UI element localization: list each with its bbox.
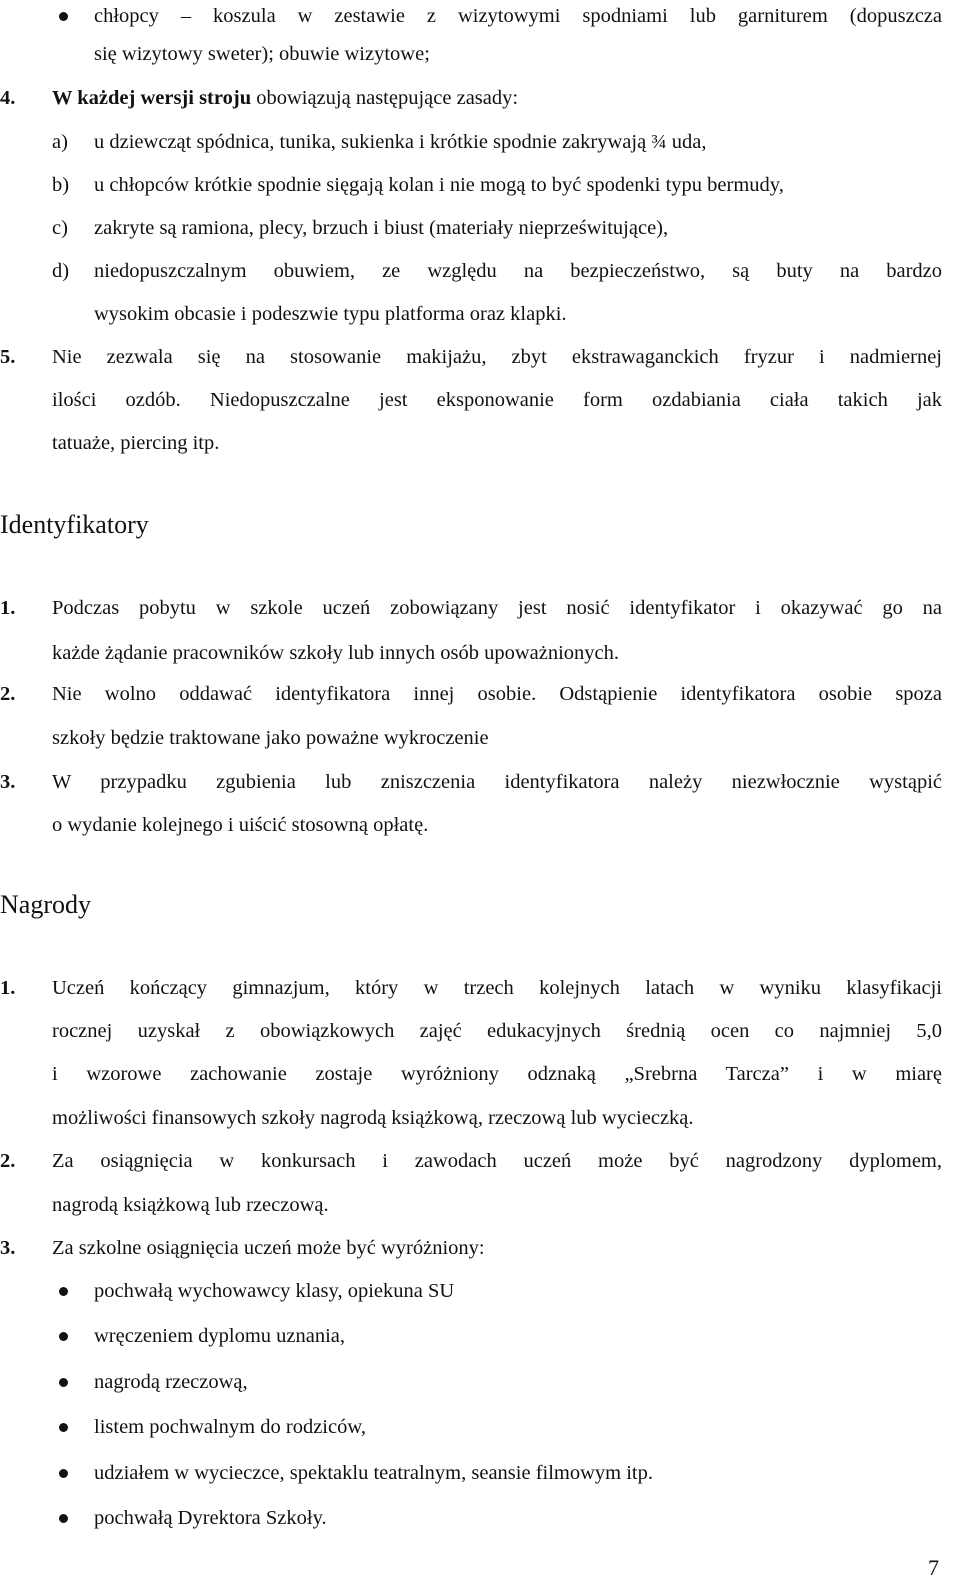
bullet-icon — [59, 1469, 68, 1478]
list-item-text: Za osiągnięcia w konkursach i zawodach uczeń może być nagrodzony dyplomem, — [52, 1150, 942, 1172]
list-number: 4. — [0, 87, 16, 109]
bullet-item-text: udziałem w wycieczce, spektaklu teatralnym, seansie filmowym itp. — [94, 1462, 654, 1484]
list-item-text: Nie wolno oddawać identyfikatora innej osobie. Odstąpienie identyfikatora osobie spoza — [52, 683, 942, 705]
section-heading: Nagrody — [0, 890, 91, 919]
list-number: 1. — [0, 597, 16, 619]
section-heading: Identyfikatory — [0, 510, 149, 539]
list-item-text: nagrodą książkową lub rzeczową. — [52, 1194, 329, 1216]
bullet-item-text: pochwałą wychowawcy klasy, opiekuna SU — [94, 1280, 455, 1302]
sub-label: c) — [52, 217, 68, 239]
paragraph-line: się wizytowy sweter); obuwie wizytowe; — [94, 43, 430, 65]
bullet-icon — [59, 1287, 68, 1296]
list-item-text: Podczas pobytu w szkole uczeń zobowiązany jest nosić identyfikator i okazywać go na — [52, 597, 942, 619]
bullet-icon — [59, 1378, 68, 1387]
list-item-text: Za szkolne osiągnięcia uczeń może być wyróżniony: — [52, 1237, 485, 1259]
list-item-text: ilości ozdób. Niedopuszczalne jest eksponowanie form ozdabiania ciała takich jak — [52, 389, 942, 411]
bullet-item-text: listem pochwalnym do rodziców, — [94, 1416, 366, 1438]
paragraph-line: chłopcy – koszula w zestawie z wizytowymi spodniami lub garniturem (dopuszcza — [94, 5, 942, 27]
list-item-text: możliwości finansowych szkoły nagrodą książkową, rzeczową lub wycieczką. — [52, 1107, 694, 1129]
bullet-item-text: wręczeniem dyplomu uznania, — [94, 1325, 346, 1347]
sub-item-text: u dziewcząt spódnica, tunika, sukienka i krótkie spodnie zakrywają ¾ uda, — [94, 131, 707, 153]
sub-label: a) — [52, 131, 68, 153]
sub-item-text: niedopuszczalnym obuwiem, ze względu na bezpieczeństwo, są buty na bardzo — [94, 260, 942, 282]
text-rest: obowiązują następujące zasady: — [251, 87, 519, 109]
bullet-item-text: nagrodą rzeczową, — [94, 1371, 248, 1393]
list-item-text: W przypadku zgubienia lub zniszczenia identyfikatora należy niezwłocznie wystąpić — [52, 771, 942, 793]
sub-item-text: zakryte są ramiona, plecy, brzuch i biust (materiały nieprześwitujące), — [94, 217, 669, 239]
list-item-text: rocznej uzyskał z obowiązkowych zajęć edukacyjnych średnią ocen co najmniej 5,0 — [52, 1020, 942, 1042]
list-number: 1. — [0, 977, 16, 999]
list-number: 3. — [0, 1237, 16, 1259]
bold-phrase: W każdej wersji stroju — [52, 87, 252, 109]
list-number: 2. — [0, 1150, 16, 1172]
bullet-icon — [59, 1423, 68, 1432]
list-item-text: i wzorowe zachowanie zostaje wyróżniony odznaką „Srebrna Tarcza” i w miarę — [52, 1063, 942, 1085]
list-item-text: Nie zezwala się na stosowanie makijażu, zbyt ekstrawaganckich fryzur i nadmiernej — [52, 346, 942, 368]
sub-label: d) — [52, 260, 70, 282]
sub-item-text: wysokim obcasie i podeszwie typu platforma oraz klapki. — [94, 303, 567, 325]
bullet-icon — [59, 1514, 68, 1523]
list-item-text: tatuaże, piercing itp. — [52, 432, 220, 454]
list-number: 2. — [0, 683, 16, 705]
page-number: 7 — [928, 1555, 939, 1580]
list-number: 3. — [0, 771, 16, 793]
list-item-text — [52, 84, 518, 112]
sub-item-text: u chłopców krótkie spodnie sięgają kolan i nie mogą to być spodenki typu bermudy, — [94, 174, 784, 196]
bullet-icon — [59, 1332, 68, 1341]
list-item-text: szkoły będzie traktowane jako poważne wykroczenie — [52, 727, 489, 749]
bullet-icon — [59, 12, 68, 21]
list-item-text: Uczeń kończący gimnazjum, który w trzech kolejnych latach w wyniku klasyfikacji — [52, 977, 942, 999]
sub-label: b) — [52, 174, 70, 196]
bullet-item-text: pochwałą Dyrektora Szkoły. — [94, 1507, 327, 1529]
list-number: 5. — [0, 346, 16, 368]
list-item-text: o wydanie kolejnego i uiścić stosowną opłatę. — [52, 814, 429, 836]
list-item-text: każde żądanie pracowników szkoły lub innych osób upoważnionych. — [52, 642, 620, 664]
